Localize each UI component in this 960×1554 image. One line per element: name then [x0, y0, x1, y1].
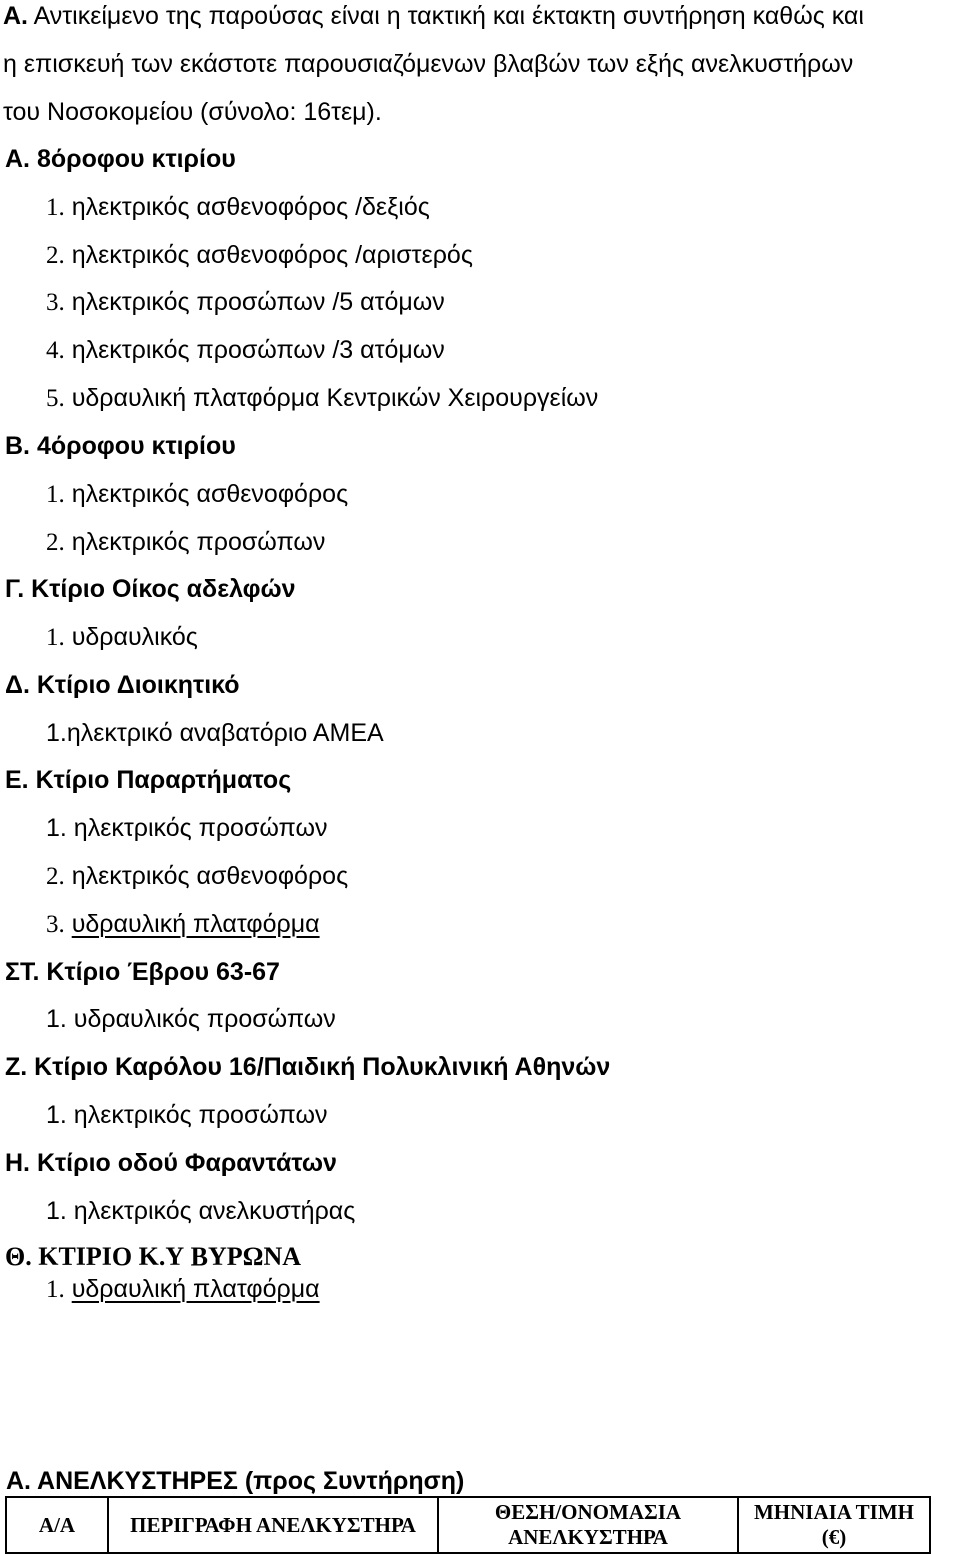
list-item: 2. ηλεκτρικός προσώπων [46, 528, 326, 556]
intro-line-1: Α. Αντικείμενο της παρούσας είναι η τακτική και έκτακτη συντήρηση καθώς και [3, 2, 864, 30]
list-item: 1. ηλεκτρικός προσώπων [46, 814, 328, 842]
intro-lead: Α. [3, 2, 28, 30]
list-item: 1. ηλεκτρικός προσώπων [46, 1101, 328, 1129]
list-item: 1. ηλεκτρικός ασθενοφόρος [46, 480, 349, 508]
column-header-location: ΘΕΣΗ/ΟΝΟΜΑΣΙΑ ΑΝΕΛΚΥΣΤΗΡΑ [438, 1497, 738, 1553]
list-item: 1. υδραυλικός προσώπων [46, 1005, 336, 1033]
list-item: 1.ηλεκτρικό αναβατόριο ΑΜΕΑ [46, 719, 384, 747]
column-header-description: ΠΕΡΙΓΡΑΦΗ ΑΝΕΛΚΥΣΤΗΡΑ [108, 1497, 438, 1553]
units-table [5, 1496, 931, 1554]
list-item: 3. υδραυλική πλατφόρμα [46, 910, 320, 938]
list-item: 4. ηλεκτρικός προσώπων /3 ατόμων [46, 336, 445, 364]
intro-line-3: του Νοσοκομείου (σύνολο: 16τεμ). [3, 98, 382, 126]
section-z-title: Ζ. Κτίριο Καρόλου 16/Παιδική Πολυκλινική Αθηνών [5, 1053, 611, 1081]
section-h-title: Η. Κτίριο οδού Φαραντάτων [5, 1149, 337, 1177]
section-st-title: ΣΤ. Κτίριο Έβρου 63-67 [5, 958, 280, 986]
units-section-title: Α. ΑΝΕΛΚΥΣΤΗΡΕΣ (προς Συντήρηση) [6, 1467, 465, 1495]
intro-line-2: η επισκευή των εκάστοτε παρουσιαζόμενων βλαβών των εξής ανελκυστήρων [3, 50, 854, 78]
section-b-title: Β. 4όροφου κτιρίου [5, 432, 236, 460]
section-a-title: Α. 8όροφου κτιρίου [5, 145, 236, 173]
section-e-title: Ε. Κτίριο Παραρτήματος [5, 766, 292, 794]
column-header-monthly-price: ΜΗΝΙΑΙΑ ΤΙΜΗ (€) [738, 1497, 930, 1553]
list-item: 2. ηλεκτρικός ασθενοφόρος /αριστερός [46, 241, 473, 269]
list-item: 3. ηλεκτρικός προσώπων /5 ατόμων [46, 288, 445, 316]
list-item: 1. ηλεκτρικός ανελκυστήρας [46, 1197, 356, 1225]
list-item: 2. ηλεκτρικός ασθενοφόρος [46, 862, 349, 890]
column-header-aa: Α/Α [6, 1497, 108, 1553]
section-d-title: Δ. Κτίριο Διοικητικό [5, 671, 240, 699]
section-th-title: Θ. ΚΤΙΡΙΟ Κ.Υ ΒΥΡΩΝΑ [5, 1242, 302, 1271]
list-item: 1. ηλεκτρικός ασθενοφόρος /δεξιός [46, 193, 430, 221]
table-header-row [6, 1497, 930, 1553]
list-item: 1. υδραυλική πλατφόρμα [46, 1275, 320, 1303]
list-item: 5. υδραυλική πλατφόρμα Κεντρικών Χειρουργείων [46, 384, 599, 412]
list-item: 1. υδραυλικός [46, 623, 198, 651]
section-c-title: Γ. Κτίριο Οίκος αδελφών [5, 575, 296, 603]
